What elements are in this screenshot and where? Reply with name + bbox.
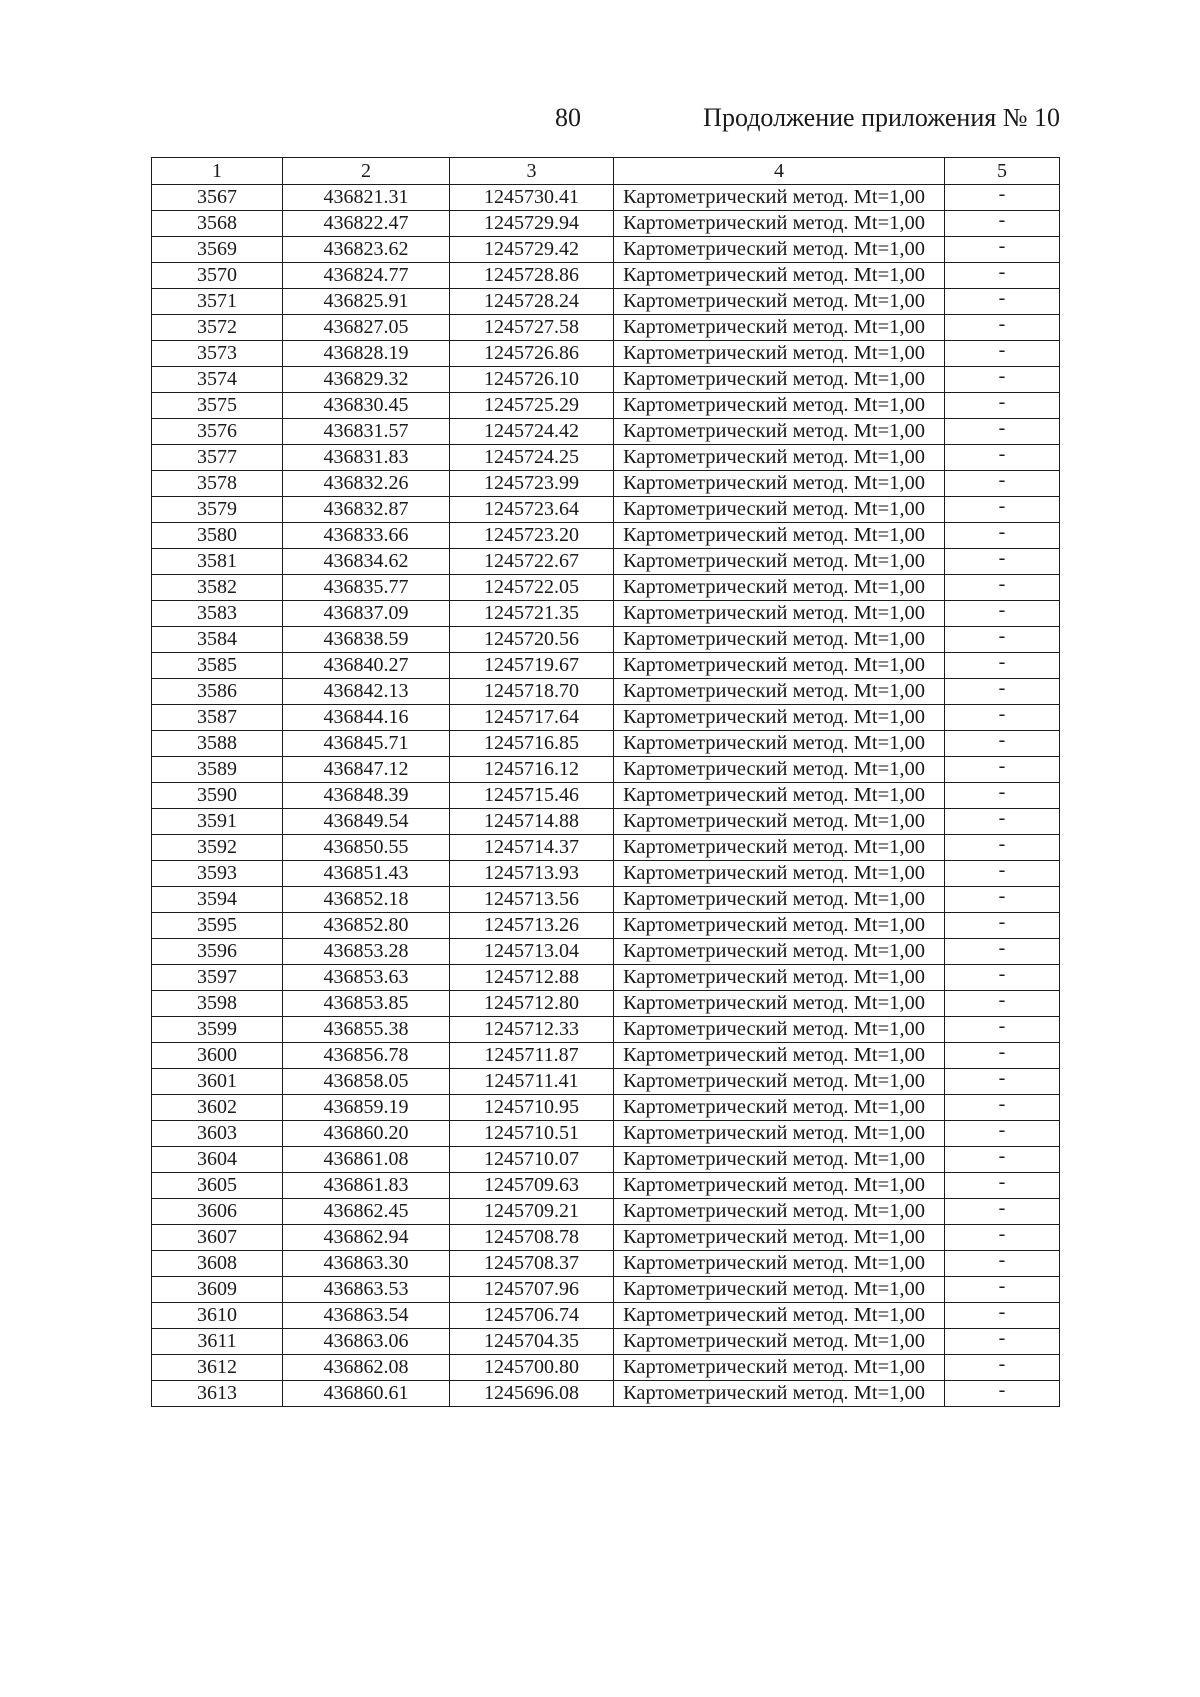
x-coordinate-cell: 436845.71 [283, 731, 450, 757]
point-number-cell: 3596 [152, 939, 283, 965]
table-row [152, 939, 1060, 965]
point-number-cell: 3602 [152, 1095, 283, 1121]
point-number-cell: 3568 [152, 211, 283, 237]
table-row [152, 263, 1060, 289]
x-coordinate-cell: 436861.08 [283, 1147, 450, 1173]
note-cell: - [945, 1147, 1060, 1173]
method-cell: Картометрический метод. Mt=1,00 [614, 601, 945, 627]
table-row [152, 913, 1060, 939]
method-cell: Картометрический метод. Mt=1,00 [614, 367, 945, 393]
table-row [152, 861, 1060, 887]
method-cell: Картометрический метод. Mt=1,00 [614, 887, 945, 913]
x-coordinate-cell: 436863.53 [283, 1277, 450, 1303]
table-row [152, 549, 1060, 575]
method-cell: Картометрический метод. Mt=1,00 [614, 1251, 945, 1277]
method-cell: Картометрический метод. Mt=1,00 [614, 731, 945, 757]
y-coordinate-cell: 1245719.67 [450, 653, 614, 679]
table-body [152, 185, 1060, 1407]
method-cell: Картометрический метод. Mt=1,00 [614, 289, 945, 315]
table-row [152, 731, 1060, 757]
table-row [152, 887, 1060, 913]
table-row [152, 1069, 1060, 1095]
point-number-cell: 3574 [152, 367, 283, 393]
method-cell: Картометрический метод. Mt=1,00 [614, 835, 945, 861]
point-number-cell: 3592 [152, 835, 283, 861]
method-cell: Картометрический метод. Mt=1,00 [614, 705, 945, 731]
table-row [152, 1225, 1060, 1251]
method-cell: Картометрический метод. Mt=1,00 [614, 341, 945, 367]
x-coordinate-cell: 436861.83 [283, 1173, 450, 1199]
x-coordinate-cell: 436853.63 [283, 965, 450, 991]
note-cell: - [945, 1043, 1060, 1069]
y-coordinate-cell: 1245696.08 [450, 1381, 614, 1407]
note-cell: - [945, 497, 1060, 523]
point-number-cell: 3573 [152, 341, 283, 367]
y-coordinate-cell: 1245708.78 [450, 1225, 614, 1251]
method-cell: Картометрический метод. Mt=1,00 [614, 653, 945, 679]
table-row [152, 575, 1060, 601]
point-number-cell: 3584 [152, 627, 283, 653]
point-number-cell: 3597 [152, 965, 283, 991]
note-cell: - [945, 1303, 1060, 1329]
method-cell: Картометрический метод. Mt=1,00 [614, 1095, 945, 1121]
note-cell: - [945, 419, 1060, 445]
note-cell: - [945, 679, 1060, 705]
note-cell: - [945, 1277, 1060, 1303]
table-row [152, 965, 1060, 991]
method-cell: Картометрический метод. Mt=1,00 [614, 1381, 945, 1407]
note-cell: - [945, 1329, 1060, 1355]
note-cell: - [945, 237, 1060, 263]
note-cell: - [945, 549, 1060, 575]
note-cell: - [945, 367, 1060, 393]
point-number-cell: 3601 [152, 1069, 283, 1095]
x-coordinate-cell: 436862.08 [283, 1355, 450, 1381]
table-row [152, 1095, 1060, 1121]
note-cell: - [945, 1225, 1060, 1251]
table-row [152, 1251, 1060, 1277]
x-coordinate-cell: 436863.30 [283, 1251, 450, 1277]
table-row [152, 757, 1060, 783]
note-cell: - [945, 1017, 1060, 1043]
y-coordinate-cell: 1245722.05 [450, 575, 614, 601]
column-header-3: 3 [450, 158, 614, 185]
x-coordinate-cell: 436825.91 [283, 289, 450, 315]
column-header-4: 4 [614, 158, 945, 185]
x-coordinate-cell: 436855.38 [283, 1017, 450, 1043]
x-coordinate-cell: 436844.16 [283, 705, 450, 731]
method-cell: Картометрический метод. Mt=1,00 [614, 315, 945, 341]
y-coordinate-cell: 1245713.04 [450, 939, 614, 965]
note-cell: - [945, 887, 1060, 913]
y-coordinate-cell: 1245730.41 [450, 185, 614, 211]
point-number-cell: 3575 [152, 393, 283, 419]
x-coordinate-cell: 436853.28 [283, 939, 450, 965]
note-cell: - [945, 1069, 1060, 1095]
x-coordinate-cell: 436858.05 [283, 1069, 450, 1095]
method-cell: Картометрический метод. Mt=1,00 [614, 1355, 945, 1381]
x-coordinate-cell: 436822.47 [283, 211, 450, 237]
method-cell: Картометрический метод. Mt=1,00 [614, 1173, 945, 1199]
note-cell: - [945, 861, 1060, 887]
table-header-row [152, 158, 1060, 185]
y-coordinate-cell: 1245729.42 [450, 237, 614, 263]
table-row [152, 185, 1060, 211]
table-row [152, 1381, 1060, 1407]
y-coordinate-cell: 1245708.37 [450, 1251, 614, 1277]
x-coordinate-cell: 436848.39 [283, 783, 450, 809]
point-number-cell: 3571 [152, 289, 283, 315]
method-cell: Картометрический метод. Mt=1,00 [614, 237, 945, 263]
method-cell: Картометрический метод. Mt=1,00 [614, 1043, 945, 1069]
table-row [152, 1173, 1060, 1199]
point-number-cell: 3605 [152, 1173, 283, 1199]
table-row [152, 653, 1060, 679]
table-row [152, 523, 1060, 549]
note-cell: - [945, 705, 1060, 731]
table-row [152, 1147, 1060, 1173]
y-coordinate-cell: 1245713.56 [450, 887, 614, 913]
point-number-cell: 3577 [152, 445, 283, 471]
note-cell: - [945, 653, 1060, 679]
y-coordinate-cell: 1245715.46 [450, 783, 614, 809]
table-row [152, 237, 1060, 263]
table-row [152, 289, 1060, 315]
note-cell: - [945, 601, 1060, 627]
note-cell: - [945, 445, 1060, 471]
table-row [152, 1199, 1060, 1225]
point-number-cell: 3586 [152, 679, 283, 705]
y-coordinate-cell: 1245724.42 [450, 419, 614, 445]
y-coordinate-cell: 1245714.37 [450, 835, 614, 861]
column-header-2: 2 [283, 158, 450, 185]
point-number-cell: 3588 [152, 731, 283, 757]
y-coordinate-cell: 1245712.80 [450, 991, 614, 1017]
y-coordinate-cell: 1245706.74 [450, 1303, 614, 1329]
y-coordinate-cell: 1245727.58 [450, 315, 614, 341]
y-coordinate-cell: 1245710.07 [450, 1147, 614, 1173]
coordinates-table [151, 157, 1060, 1407]
point-number-cell: 3603 [152, 1121, 283, 1147]
x-coordinate-cell: 436830.45 [283, 393, 450, 419]
method-cell: Картометрический метод. Mt=1,00 [614, 991, 945, 1017]
point-number-cell: 3594 [152, 887, 283, 913]
table-row [152, 991, 1060, 1017]
note-cell: - [945, 913, 1060, 939]
y-coordinate-cell: 1245711.41 [450, 1069, 614, 1095]
note-cell: - [945, 341, 1060, 367]
x-coordinate-cell: 436860.61 [283, 1381, 450, 1407]
point-number-cell: 3609 [152, 1277, 283, 1303]
note-cell: - [945, 185, 1060, 211]
table-row [152, 705, 1060, 731]
y-coordinate-cell: 1245726.86 [450, 341, 614, 367]
point-number-cell: 3570 [152, 263, 283, 289]
y-coordinate-cell: 1245704.35 [450, 1329, 614, 1355]
point-number-cell: 3600 [152, 1043, 283, 1069]
x-coordinate-cell: 436833.66 [283, 523, 450, 549]
method-cell: Картометрический метод. Mt=1,00 [614, 185, 945, 211]
note-cell: - [945, 263, 1060, 289]
x-coordinate-cell: 436842.13 [283, 679, 450, 705]
x-coordinate-cell: 436853.85 [283, 991, 450, 1017]
point-number-cell: 3576 [152, 419, 283, 445]
y-coordinate-cell: 1245712.33 [450, 1017, 614, 1043]
x-coordinate-cell: 436862.94 [283, 1225, 450, 1251]
table-row [152, 1355, 1060, 1381]
table-row [152, 601, 1060, 627]
method-cell: Картометрический метод. Mt=1,00 [614, 263, 945, 289]
point-number-cell: 3582 [152, 575, 283, 601]
note-cell: - [945, 939, 1060, 965]
column-header-1: 1 [152, 158, 283, 185]
point-number-cell: 3593 [152, 861, 283, 887]
method-cell: Картометрический метод. Mt=1,00 [614, 679, 945, 705]
point-number-cell: 3589 [152, 757, 283, 783]
x-coordinate-cell: 436863.54 [283, 1303, 450, 1329]
method-cell: Картометрический метод. Mt=1,00 [614, 393, 945, 419]
x-coordinate-cell: 436829.32 [283, 367, 450, 393]
note-cell: - [945, 315, 1060, 341]
method-cell: Картометрический метод. Mt=1,00 [614, 497, 945, 523]
y-coordinate-cell: 1245723.64 [450, 497, 614, 523]
table-row [152, 497, 1060, 523]
y-coordinate-cell: 1245728.86 [450, 263, 614, 289]
method-cell: Картометрический метод. Mt=1,00 [614, 1017, 945, 1043]
y-coordinate-cell: 1245714.88 [450, 809, 614, 835]
note-cell: - [945, 1251, 1060, 1277]
note-cell: - [945, 757, 1060, 783]
point-number-cell: 3572 [152, 315, 283, 341]
method-cell: Картометрический метод. Mt=1,00 [614, 939, 945, 965]
note-cell: - [945, 1173, 1060, 1199]
x-coordinate-cell: 436863.06 [283, 1329, 450, 1355]
note-cell: - [945, 835, 1060, 861]
y-coordinate-cell: 1245716.85 [450, 731, 614, 757]
method-cell: Картометрический метод. Mt=1,00 [614, 757, 945, 783]
x-coordinate-cell: 436847.12 [283, 757, 450, 783]
point-number-cell: 3610 [152, 1303, 283, 1329]
y-coordinate-cell: 1245709.63 [450, 1173, 614, 1199]
table-row [152, 1121, 1060, 1147]
note-cell: - [945, 731, 1060, 757]
method-cell: Картометрический метод. Mt=1,00 [614, 1147, 945, 1173]
y-coordinate-cell: 1245710.95 [450, 1095, 614, 1121]
method-cell: Картометрический метод. Mt=1,00 [614, 783, 945, 809]
x-coordinate-cell: 436832.26 [283, 471, 450, 497]
table-row [152, 315, 1060, 341]
point-number-cell: 3608 [152, 1251, 283, 1277]
note-cell: - [945, 991, 1060, 1017]
x-coordinate-cell: 436860.20 [283, 1121, 450, 1147]
note-cell: - [945, 575, 1060, 601]
x-coordinate-cell: 436838.59 [283, 627, 450, 653]
method-cell: Картометрический метод. Mt=1,00 [614, 523, 945, 549]
table-row [152, 393, 1060, 419]
note-cell: - [945, 523, 1060, 549]
x-coordinate-cell: 436851.43 [283, 861, 450, 887]
x-coordinate-cell: 436824.77 [283, 263, 450, 289]
point-number-cell: 3598 [152, 991, 283, 1017]
table-row [152, 1329, 1060, 1355]
point-number-cell: 3606 [152, 1199, 283, 1225]
y-coordinate-cell: 1245723.99 [450, 471, 614, 497]
x-coordinate-cell: 436835.77 [283, 575, 450, 601]
note-cell: - [945, 809, 1060, 835]
x-coordinate-cell: 436831.57 [283, 419, 450, 445]
y-coordinate-cell: 1245709.21 [450, 1199, 614, 1225]
note-cell: - [945, 289, 1060, 315]
method-cell: Картометрический метод. Mt=1,00 [614, 445, 945, 471]
point-number-cell: 3583 [152, 601, 283, 627]
point-number-cell: 3604 [152, 1147, 283, 1173]
method-cell: Картометрический метод. Mt=1,00 [614, 861, 945, 887]
x-coordinate-cell: 436856.78 [283, 1043, 450, 1069]
point-number-cell: 3591 [152, 809, 283, 835]
table-row [152, 419, 1060, 445]
method-cell: Картометрический метод. Mt=1,00 [614, 419, 945, 445]
method-cell: Картометрический метод. Mt=1,00 [614, 211, 945, 237]
method-cell: Картометрический метод. Mt=1,00 [614, 1303, 945, 1329]
y-coordinate-cell: 1245725.29 [450, 393, 614, 419]
y-coordinate-cell: 1245712.88 [450, 965, 614, 991]
note-cell: - [945, 393, 1060, 419]
x-coordinate-cell: 436840.27 [283, 653, 450, 679]
point-number-cell: 3585 [152, 653, 283, 679]
y-coordinate-cell: 1245723.20 [450, 523, 614, 549]
point-number-cell: 3611 [152, 1329, 283, 1355]
table-row [152, 341, 1060, 367]
x-coordinate-cell: 436837.09 [283, 601, 450, 627]
x-coordinate-cell: 436827.05 [283, 315, 450, 341]
y-coordinate-cell: 1245707.96 [450, 1277, 614, 1303]
x-coordinate-cell: 436831.83 [283, 445, 450, 471]
y-coordinate-cell: 1245718.70 [450, 679, 614, 705]
table-row [152, 835, 1060, 861]
point-number-cell: 3581 [152, 549, 283, 575]
method-cell: Картометрический метод. Mt=1,00 [614, 965, 945, 991]
table-row [152, 211, 1060, 237]
method-cell: Картометрический метод. Mt=1,00 [614, 575, 945, 601]
method-cell: Картометрический метод. Mt=1,00 [614, 809, 945, 835]
table-row [152, 1303, 1060, 1329]
point-number-cell: 3587 [152, 705, 283, 731]
column-header-5: 5 [945, 158, 1060, 185]
point-number-cell: 3567 [152, 185, 283, 211]
x-coordinate-cell: 436834.62 [283, 549, 450, 575]
page-number: 80 [555, 103, 581, 132]
method-cell: Картометрический метод. Mt=1,00 [614, 549, 945, 575]
document-title: Продолжение приложения № 10 [703, 103, 1060, 132]
x-coordinate-cell: 436859.19 [283, 1095, 450, 1121]
x-coordinate-cell: 436852.80 [283, 913, 450, 939]
method-cell: Картометрический метод. Mt=1,00 [614, 1329, 945, 1355]
note-cell: - [945, 1199, 1060, 1225]
point-number-cell: 3612 [152, 1355, 283, 1381]
y-coordinate-cell: 1245720.56 [450, 627, 614, 653]
method-cell: Картометрический метод. Mt=1,00 [614, 471, 945, 497]
point-number-cell: 3569 [152, 237, 283, 263]
table-row [152, 1017, 1060, 1043]
x-coordinate-cell: 436823.62 [283, 237, 450, 263]
x-coordinate-cell: 436832.87 [283, 497, 450, 523]
y-coordinate-cell: 1245721.35 [450, 601, 614, 627]
point-number-cell: 3578 [152, 471, 283, 497]
y-coordinate-cell: 1245717.64 [450, 705, 614, 731]
point-number-cell: 3595 [152, 913, 283, 939]
x-coordinate-cell: 436850.55 [283, 835, 450, 861]
x-coordinate-cell: 436849.54 [283, 809, 450, 835]
y-coordinate-cell: 1245711.87 [450, 1043, 614, 1069]
y-coordinate-cell: 1245722.67 [450, 549, 614, 575]
note-cell: - [945, 627, 1060, 653]
table-row [152, 809, 1060, 835]
y-coordinate-cell: 1245716.12 [450, 757, 614, 783]
y-coordinate-cell: 1245700.80 [450, 1355, 614, 1381]
x-coordinate-cell: 436862.45 [283, 1199, 450, 1225]
table-row [152, 1043, 1060, 1069]
y-coordinate-cell: 1245728.24 [450, 289, 614, 315]
point-number-cell: 3579 [152, 497, 283, 523]
method-cell: Картометрический метод. Mt=1,00 [614, 1121, 945, 1147]
table-row [152, 367, 1060, 393]
x-coordinate-cell: 436852.18 [283, 887, 450, 913]
x-coordinate-cell: 436821.31 [283, 185, 450, 211]
method-cell: Картометрический метод. Mt=1,00 [614, 627, 945, 653]
table-row [152, 679, 1060, 705]
table-row [152, 471, 1060, 497]
y-coordinate-cell: 1245724.25 [450, 445, 614, 471]
y-coordinate-cell: 1245726.10 [450, 367, 614, 393]
note-cell: - [945, 783, 1060, 809]
note-cell: - [945, 1355, 1060, 1381]
method-cell: Картометрический метод. Mt=1,00 [614, 1225, 945, 1251]
y-coordinate-cell: 1245710.51 [450, 1121, 614, 1147]
point-number-cell: 3580 [152, 523, 283, 549]
x-coordinate-cell: 436828.19 [283, 341, 450, 367]
method-cell: Картометрический метод. Mt=1,00 [614, 1069, 945, 1095]
y-coordinate-cell: 1245729.94 [450, 211, 614, 237]
note-cell: - [945, 211, 1060, 237]
method-cell: Картометрический метод. Mt=1,00 [614, 1199, 945, 1225]
note-cell: - [945, 471, 1060, 497]
point-number-cell: 3613 [152, 1381, 283, 1407]
note-cell: - [945, 1121, 1060, 1147]
table-row [152, 783, 1060, 809]
point-number-cell: 3599 [152, 1017, 283, 1043]
table-row [152, 445, 1060, 471]
point-number-cell: 3590 [152, 783, 283, 809]
table-row [152, 1277, 1060, 1303]
table-row [152, 627, 1060, 653]
y-coordinate-cell: 1245713.26 [450, 913, 614, 939]
point-number-cell: 3607 [152, 1225, 283, 1251]
method-cell: Картометрический метод. Mt=1,00 [614, 913, 945, 939]
method-cell: Картометрический метод. Mt=1,00 [614, 1277, 945, 1303]
note-cell: - [945, 965, 1060, 991]
y-coordinate-cell: 1245713.93 [450, 861, 614, 887]
note-cell: - [945, 1095, 1060, 1121]
note-cell: - [945, 1381, 1060, 1407]
